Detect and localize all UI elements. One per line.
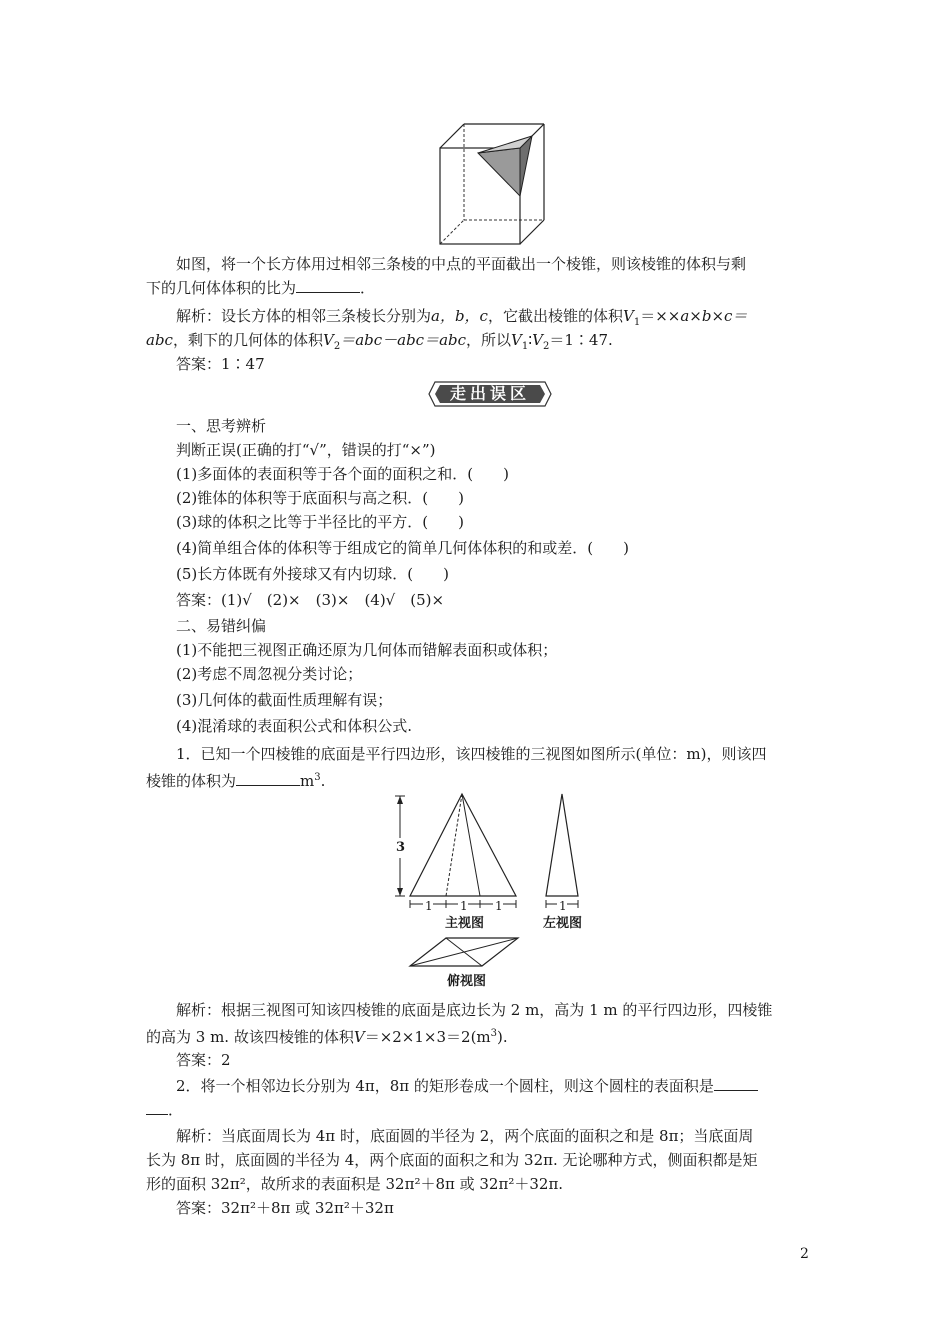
analysis3-line1: 解析：当底面周长为 4π 时，底面圆的半径为 2，两个底面的面积之和是 8π；当底面周 [176,1127,754,1145]
error-item-3: (3)几何体的截面性质理解有误； [176,691,393,709]
section1-answer: 答案：(1)√ (2)× (3)× (4)√ (5)× [176,591,445,609]
unit-sup: 3 [490,1028,498,1039]
period: ． [360,279,376,297]
v1-symbol: V [622,307,634,325]
question2-line2 [146,1100,183,1120]
banner-text: 走出误区 [449,384,530,403]
period: . [320,772,326,790]
answer-blank [714,1076,758,1091]
analysis1-line2 [146,330,613,357]
analysis1-text-a: 解析：设长方体的相邻三条棱长分别为 [176,307,432,325]
problem-intro-line2 [146,278,375,298]
analysis1-text-b: ，它截出棱锥的体积 [487,307,623,325]
section1-heading: 一、思考辨析 [176,417,267,435]
front-view [410,794,516,896]
v1-sub-2: 1 [521,341,529,352]
section-banner [427,380,553,408]
analysis1-text-g: ，所以 [466,331,512,349]
period: ． [168,1101,184,1119]
judge-item-1: (1)多面体的表面积等于各个面的面积之和．( ) [176,465,509,483]
width-label-4: 1 [559,899,567,913]
question2-text: 2．将一个相邻边长分别为 4π，8π 的矩形卷成一个圆柱，则这个圆柱的表面积是 [176,1077,714,1095]
width-label-1: 1 [425,899,433,913]
analysis1-result: ＝1∶47. [549,331,613,349]
analysis1-text-d: a×b×c＝ [680,307,748,325]
v2-sub: 2 [333,341,341,352]
analysis2-text-c: ). [497,1028,508,1046]
question1-line2 [146,768,325,791]
v2-symbol-2: V [532,331,544,349]
error-item-4: (4)混淆球的表面积公式和体积公式. [176,717,413,735]
answer1: 答案：1∶47 [176,355,265,373]
v-symbol: V [353,1028,365,1046]
three-view-figure [390,790,600,990]
ratio-sign: ∶ [528,331,533,349]
analysis2-text-a: 的高为 3 m. 故该四棱锥的体积 [146,1028,354,1046]
judge-item-2: (2)锥体的体积等于底面积与高之积．( ) [176,489,464,507]
question1-line1: 1．已知一个四棱锥的底面是平行四边形，该四棱锥的三视图如图所示(单位：m)，则该四 [176,745,767,763]
judge-item-4: (4)简单组合体的体积等于组成它的简单几何体体积的和或差．( ) [176,539,629,557]
v1-sub: 1 [633,317,641,328]
question2-line1 [176,1076,758,1096]
analysis2-text-b: ＝×2×1×3＝2(m [364,1028,491,1046]
analysis1-text-c: ＝×× [640,307,681,325]
section2-heading: 二、易错纠偏 [176,617,267,635]
analysis1-text-e: ，剩下的几何体的体积 [172,331,323,349]
analysis1-line1 [176,306,747,333]
analysis2-line1: 解析：根据三视图可知该四棱锥的底面是底边长为 2 m，高为 1 m 的平行四边形，四棱锥 [176,1001,773,1019]
answer2: 答案：2 [176,1051,231,1069]
error-item-1: (1)不能把三视图正确还原为几何体而错解表面积或体积； [176,641,558,659]
section1-instruction: 判断正误(正确的打“√”，错误的打“×”) [176,441,436,459]
page-number: 2 [800,1246,809,1262]
analysis1-text-f: ＝abc－abc＝abc [340,331,467,349]
answer-blank [236,771,300,786]
v2-sub-2: 2 [543,341,550,352]
width-label-3: 1 [495,899,503,913]
problem-intro-text: 下的几何体体积的比为 [146,279,297,297]
answer-blank [296,278,360,293]
front-view-caption: 主视图 [445,916,485,931]
v2-symbol: V [322,331,334,349]
analysis2-line2 [146,1024,508,1047]
analysis1-vars: a，b，c [431,307,488,325]
width-label-2: 1 [460,899,468,913]
abc-text: abc [146,331,173,349]
side-view-caption: 左视图 [543,916,583,931]
unit-m: m [300,772,315,790]
v1-symbol-2: V [511,331,522,349]
analysis3-line2: 长为 8π 时，底面圆的半径为 4，两个底面的面积之和为 32π. 无论哪种方式，侧面积都是矩 [146,1151,758,1169]
error-item-2: (2)考虑不周忽视分类讨论； [176,665,363,683]
cuboid-figure [436,120,548,248]
analysis3-line3: 形的面积 32π²，故所求的表面积是 32π²＋8π 或 32π²＋32π. [146,1175,564,1193]
answer3: 答案：32π²＋8π 或 32π²＋32π [176,1199,394,1217]
judge-item-3: (3)球的体积之比等于半径比的平方．( ) [176,513,464,531]
answer-blank-cont [146,1100,168,1115]
question1-text: 棱锥的体积为 [146,772,237,790]
top-view-caption: 俯视图 [447,974,487,989]
side-view [546,794,578,896]
judge-item-5: (5)长方体既有外接球又有内切球．( ) [176,565,449,583]
height-label: 3 [396,838,405,858]
unit-sup: 3 [314,772,321,783]
problem-intro-line1: 如图，将一个长方体用过相邻三条棱的中点的平面截出一个棱锥，则该棱锥的体积与剩 [176,255,747,273]
